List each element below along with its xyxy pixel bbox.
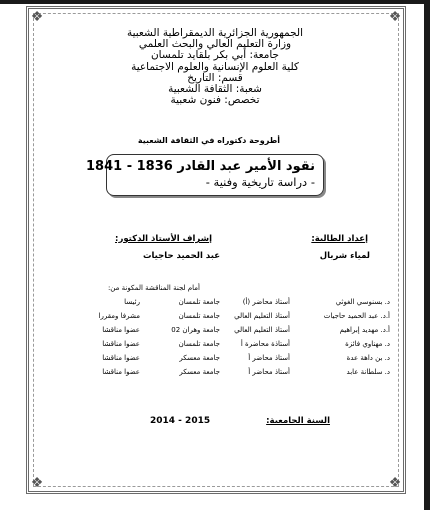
member-institution: جامعة تلمسان xyxy=(178,312,220,320)
academic-year-value: 2014 - 2015 xyxy=(150,416,211,426)
header-line: تخصص: فنون شعبية xyxy=(170,94,260,107)
header-line: كلية العلوم الإنسانية والعلوم الاجتماعية xyxy=(131,60,299,73)
header-line: شعبة: الثقافة الشعبية xyxy=(168,83,262,96)
member-name: د. بسنوسي الغوثي xyxy=(335,298,390,306)
table-row xyxy=(40,340,390,352)
student-name: لمياء شربال xyxy=(319,251,370,261)
institution-header xyxy=(40,28,390,106)
supervisor-label: إشراف الأستاذ الدكتور: xyxy=(115,234,212,244)
member-institution: جامعة معسكر xyxy=(179,368,220,376)
member-institution: جامعة تلمسان xyxy=(178,298,220,306)
member-rank: أستاذ التعليم العالي xyxy=(234,312,290,320)
member-role: عضوا مناقشا xyxy=(102,368,140,376)
corner-ornament-icon: ❖ xyxy=(388,9,402,25)
member-name: أ.د. مهديد إبراهيم xyxy=(339,326,390,334)
member-institution: جامعة معسكر xyxy=(179,354,220,362)
thesis-type: أطروحة دكتوراه في الثقافة الشعبية xyxy=(137,136,280,145)
member-institution: جامعة وهران 02 xyxy=(171,326,220,334)
table-row xyxy=(40,298,390,310)
table-row xyxy=(40,368,390,380)
student-label: إعداد الطالبة: xyxy=(311,234,368,244)
member-rank: أستاذ التعليم العالي xyxy=(234,326,290,334)
table-row xyxy=(40,354,390,366)
corner-ornament-icon: ❖ xyxy=(388,475,402,491)
member-role: عضوا مناقشا xyxy=(102,326,140,334)
page-scrollbar[interactable] xyxy=(424,0,430,510)
member-name: د. مهناوي فائزة xyxy=(345,340,390,348)
member-rank: أستاذ محاضر أ xyxy=(248,368,290,376)
member-institution: جامعة تلمسان xyxy=(178,340,220,348)
table-row xyxy=(40,312,390,324)
title-box xyxy=(86,154,324,196)
header-line: قسم: التاريخ xyxy=(187,71,243,84)
top-dark-bar xyxy=(0,0,430,4)
academic-year-label: السنة الجامعية: xyxy=(266,416,330,426)
member-role: مشرفا ومقررا xyxy=(98,312,140,320)
member-rank: أستاذة محاضرة أ xyxy=(240,340,290,348)
thesis-title: نقود الأمير عبد القادر 1836 - 1841 xyxy=(86,159,315,174)
corner-ornament-icon: ❖ xyxy=(30,475,44,491)
member-rank: أستاذ محاضر (أ) xyxy=(242,298,290,306)
member-role: عضوا مناقشا xyxy=(102,340,140,348)
committee-intro: أمام لجنة المناقشة المكونة من: xyxy=(107,284,200,292)
corner-ornament-icon: ❖ xyxy=(30,9,44,25)
member-name: أ.د. عبد الحميد حاجيات xyxy=(323,312,390,320)
table-row xyxy=(40,326,390,338)
member-role: عضوا مناقشا xyxy=(102,354,140,362)
member-rank: أستاذ محاضر أ xyxy=(248,354,290,362)
thesis-subtitle: - دراسة تاريخية وفنية - xyxy=(205,175,315,189)
header-line: وزارة التعليم العالي والبحث العلمي xyxy=(138,38,292,51)
header-line: الجمهورية الجزائرية الديمقراطية الشعبية xyxy=(126,27,304,39)
member-role: رئيسا xyxy=(124,298,140,306)
member-name: د. بن داهة عدة xyxy=(346,354,390,362)
supervisor-name: عبد الحميد حاجيات xyxy=(142,251,220,261)
header-line: جامعة: أبي بكر بلقايد تلمسان xyxy=(150,49,280,62)
member-name: د. سلطانة عابد xyxy=(346,368,390,376)
